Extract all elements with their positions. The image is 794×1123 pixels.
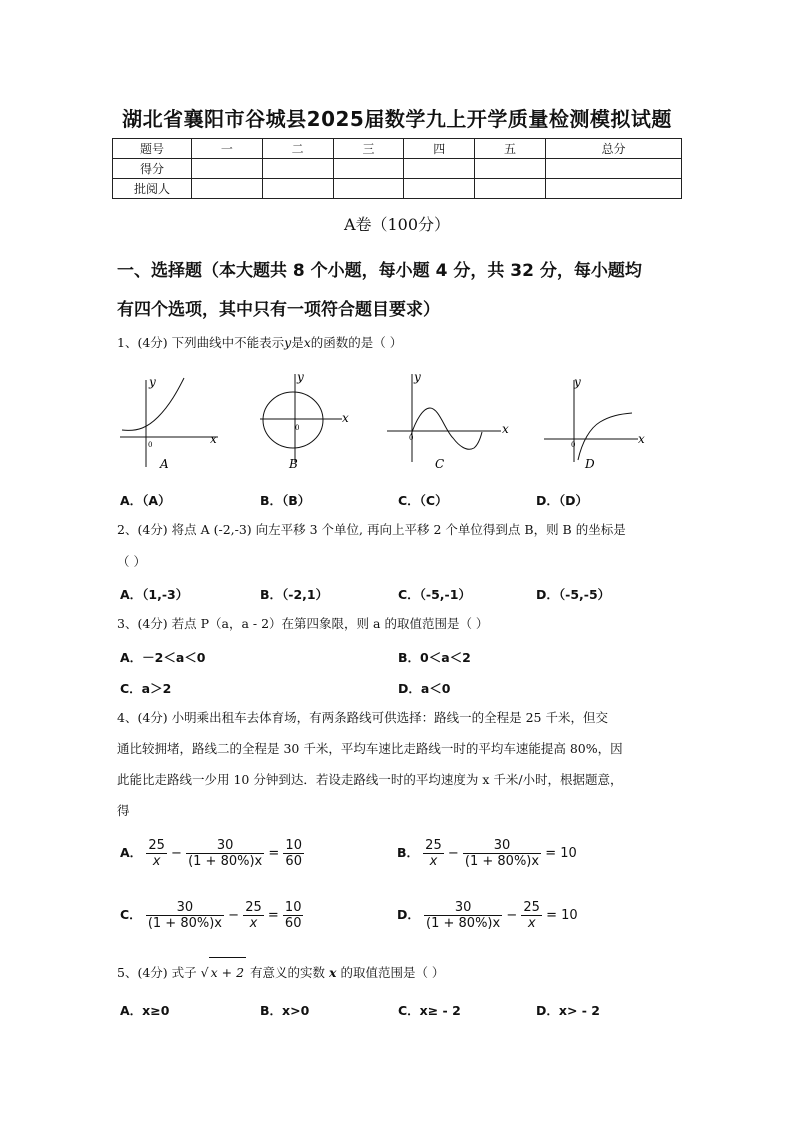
score-table-cell: 四: [404, 139, 475, 159]
q3-option-c[interactable]: C．a＞2: [120, 681, 172, 696]
graph-a: [118, 372, 228, 472]
question-4-line1: 4、(4分) 小明乘出租车去体育场，有两条路线可供选择：路线一的全程是 25 千米，但交: [117, 710, 608, 725]
score-table-cell: [404, 179, 475, 199]
denominator: (1 + 80%)x: [464, 854, 540, 869]
question-5-text: [117, 957, 687, 987]
q2-option-c[interactable]: C．（-5,-1）: [398, 587, 471, 602]
score-table-cell: [404, 159, 475, 179]
question-2-line1: 2、(4分) 将点 A (-2,-3) 向左平移 3 个单位, 再向上平移 2 个单位得到点 B，则 B 的坐标是: [117, 522, 626, 537]
numerator: 25: [245, 900, 262, 915]
origin-label: 0: [409, 434, 414, 442]
question-text: 5、(4分) 式子: [117, 965, 197, 980]
fraction: [283, 838, 304, 869]
operator: =: [545, 846, 557, 861]
q4-option-b[interactable]: [397, 838, 577, 869]
score-table-cell: [545, 159, 681, 179]
score-table-cell: [192, 179, 263, 199]
numerator: 30: [463, 838, 541, 854]
q4-option-d[interactable]: [397, 900, 578, 931]
math-var: y: [284, 335, 292, 350]
numerator: 30: [146, 900, 224, 916]
graph-b: [250, 370, 360, 472]
score-table-cell: [475, 159, 546, 179]
fraction: [424, 900, 502, 931]
fraction: [146, 838, 167, 869]
q5-option-b[interactable]: B．x>0: [260, 1003, 310, 1018]
option-label: D．: [397, 907, 420, 922]
exam-title: 湖北省襄阳市谷城县2025届数学九上开学质量检测模拟试题: [122, 107, 672, 131]
q3-option-d[interactable]: D．a＜0: [398, 681, 451, 696]
q1-option-d[interactable]: D．（D）: [536, 493, 589, 508]
denominator: x: [152, 854, 161, 869]
origin-label: 0: [148, 441, 153, 449]
operator: −: [506, 908, 518, 923]
operator: −: [447, 846, 459, 861]
q5-option-c[interactable]: C．x≥ - 2: [398, 1003, 461, 1018]
score-table-cell: 题号: [113, 139, 192, 159]
q5-option-a[interactable]: A．x≥0: [120, 1003, 170, 1018]
denominator: (1 + 80%)x: [188, 854, 263, 869]
question-text: 的取值范围是（ ）: [340, 965, 445, 980]
q1-option-c[interactable]: C．（C）: [398, 493, 448, 508]
score-table-cell: 得分: [113, 159, 192, 179]
axis-y-label: y: [297, 370, 304, 384]
q4-option-c[interactable]: [120, 900, 303, 931]
q5-option-d[interactable]: D．x> - 2: [536, 1003, 601, 1018]
graph-caption: D: [585, 457, 595, 471]
q1-option-b[interactable]: B．（B）: [260, 493, 311, 508]
score-table-cell: [262, 179, 333, 199]
denominator: (1 + 80%)x: [147, 916, 222, 931]
fraction: [146, 900, 224, 931]
numerator: 30: [186, 838, 264, 854]
circle-curve: [263, 392, 323, 448]
score-table-cell: [333, 179, 404, 199]
score-table-cell: 总分: [545, 139, 681, 159]
graph-caption: C: [435, 457, 445, 471]
q2-option-d[interactable]: D．（-5,-5）: [536, 587, 611, 602]
numerator: 30: [424, 900, 502, 916]
question-text: 有意义的实数: [250, 965, 326, 980]
score-table-cell: [262, 159, 333, 179]
question-4-line3: 此能比走路线一少用 10 分钟到达．若设走路线一时的平均速度为 x 千米/小时，根据题意，: [117, 772, 623, 787]
result-value: 10: [560, 846, 577, 861]
operator: =: [546, 908, 557, 923]
origin-label: 0: [295, 424, 300, 432]
axis-x-label: x: [342, 411, 349, 425]
option-label: C．: [120, 907, 142, 922]
score-table-row: [113, 179, 682, 199]
question-2-line2: （ ）: [117, 554, 146, 569]
q2-option-b[interactable]: B．（-2,1）: [260, 587, 329, 602]
axis-x-label: x: [210, 432, 217, 446]
option-label: A．: [120, 845, 143, 860]
fraction: [423, 838, 444, 869]
question-text: 1、(4分) 下列曲线中不能表示: [117, 335, 285, 350]
axis-x-label: x: [638, 432, 645, 446]
operator: =: [267, 908, 279, 923]
denominator: x: [429, 854, 438, 869]
denominator: x: [249, 916, 258, 931]
numerator: 10: [285, 838, 302, 853]
log-curve: [578, 413, 632, 460]
origin-label: 0: [571, 441, 576, 449]
fraction: [463, 838, 541, 869]
q2-option-a[interactable]: A．（1,-3）: [120, 587, 189, 602]
q3-option-a[interactable]: A．－2＜a＜0: [120, 650, 206, 665]
operator: −: [171, 846, 182, 861]
fraction: [243, 900, 264, 931]
score-table-row: [113, 159, 682, 179]
axis-x-label: x: [502, 422, 509, 436]
score-table-cell: 一: [192, 139, 263, 159]
operator: =: [268, 846, 280, 861]
axis-y-label: y: [414, 370, 421, 384]
part1-heading-line1: 一、选择题（本大题共 8 个小题，每小题 4 分，共 32 分，每小题均: [117, 261, 642, 281]
question-4-line2: 通比较拥堵，路线二的全程是 30 千米，平均车速比走路线一时的平均车速能提高 80%，因: [117, 741, 623, 756]
score-table: [112, 138, 682, 199]
fraction: [521, 900, 542, 931]
radicand: x + 2: [209, 957, 246, 987]
axis-y-label: y: [574, 375, 581, 389]
section-a-heading: A卷（100分）: [343, 215, 451, 234]
result-value: 10: [561, 908, 578, 923]
graph-c: [383, 370, 513, 472]
math-var: x: [329, 965, 337, 980]
score-table-cell: [475, 179, 546, 199]
operator: −: [228, 908, 240, 923]
fraction: [186, 838, 264, 869]
numerator: 25: [148, 838, 165, 853]
option-label: B．: [397, 845, 420, 860]
score-table-cell: [333, 159, 404, 179]
score-table-cell: 三: [333, 139, 404, 159]
question-3-text: 3、(4分) 若点 P（a，a - 2）在第四象限，则 a 的取值范围是（ ）: [117, 616, 489, 631]
numerator: 25: [425, 838, 442, 853]
question-4-line4: 得: [117, 803, 130, 818]
denominator: 60: [284, 916, 302, 931]
question-1-text: [117, 328, 687, 357]
score-table-cell: [545, 179, 681, 199]
q4-option-a[interactable]: [120, 838, 304, 869]
graph-caption: B: [289, 457, 298, 471]
sqrt-symbol: √: [200, 965, 209, 980]
denominator: x: [527, 916, 536, 931]
part1-heading-line2: 有四个选项，其中只有一项符合题目要求）: [117, 300, 440, 320]
score-table-cell: 二: [262, 139, 333, 159]
question-text: 是: [291, 335, 304, 350]
question-text: 的函数的是（ ）: [310, 335, 403, 350]
score-table-header-row: [113, 139, 682, 159]
q3-option-b[interactable]: B．0＜a＜2: [398, 650, 471, 665]
score-table-cell: [192, 159, 263, 179]
axis-y-label: y: [149, 375, 156, 389]
wave-curve: [411, 408, 482, 449]
denominator: (1 + 80%)x: [426, 916, 501, 931]
score-table-cell: 批阅人: [113, 179, 192, 199]
numerator: 10: [284, 900, 302, 915]
graph-d: [540, 372, 650, 472]
math-var: x: [303, 335, 311, 350]
graph-caption: A: [160, 457, 169, 471]
denominator: 60: [285, 854, 302, 869]
q1-option-a[interactable]: A．（A）: [120, 493, 171, 508]
score-table-cell: 五: [475, 139, 546, 159]
numerator: 25: [523, 900, 540, 915]
fraction: [283, 900, 304, 931]
